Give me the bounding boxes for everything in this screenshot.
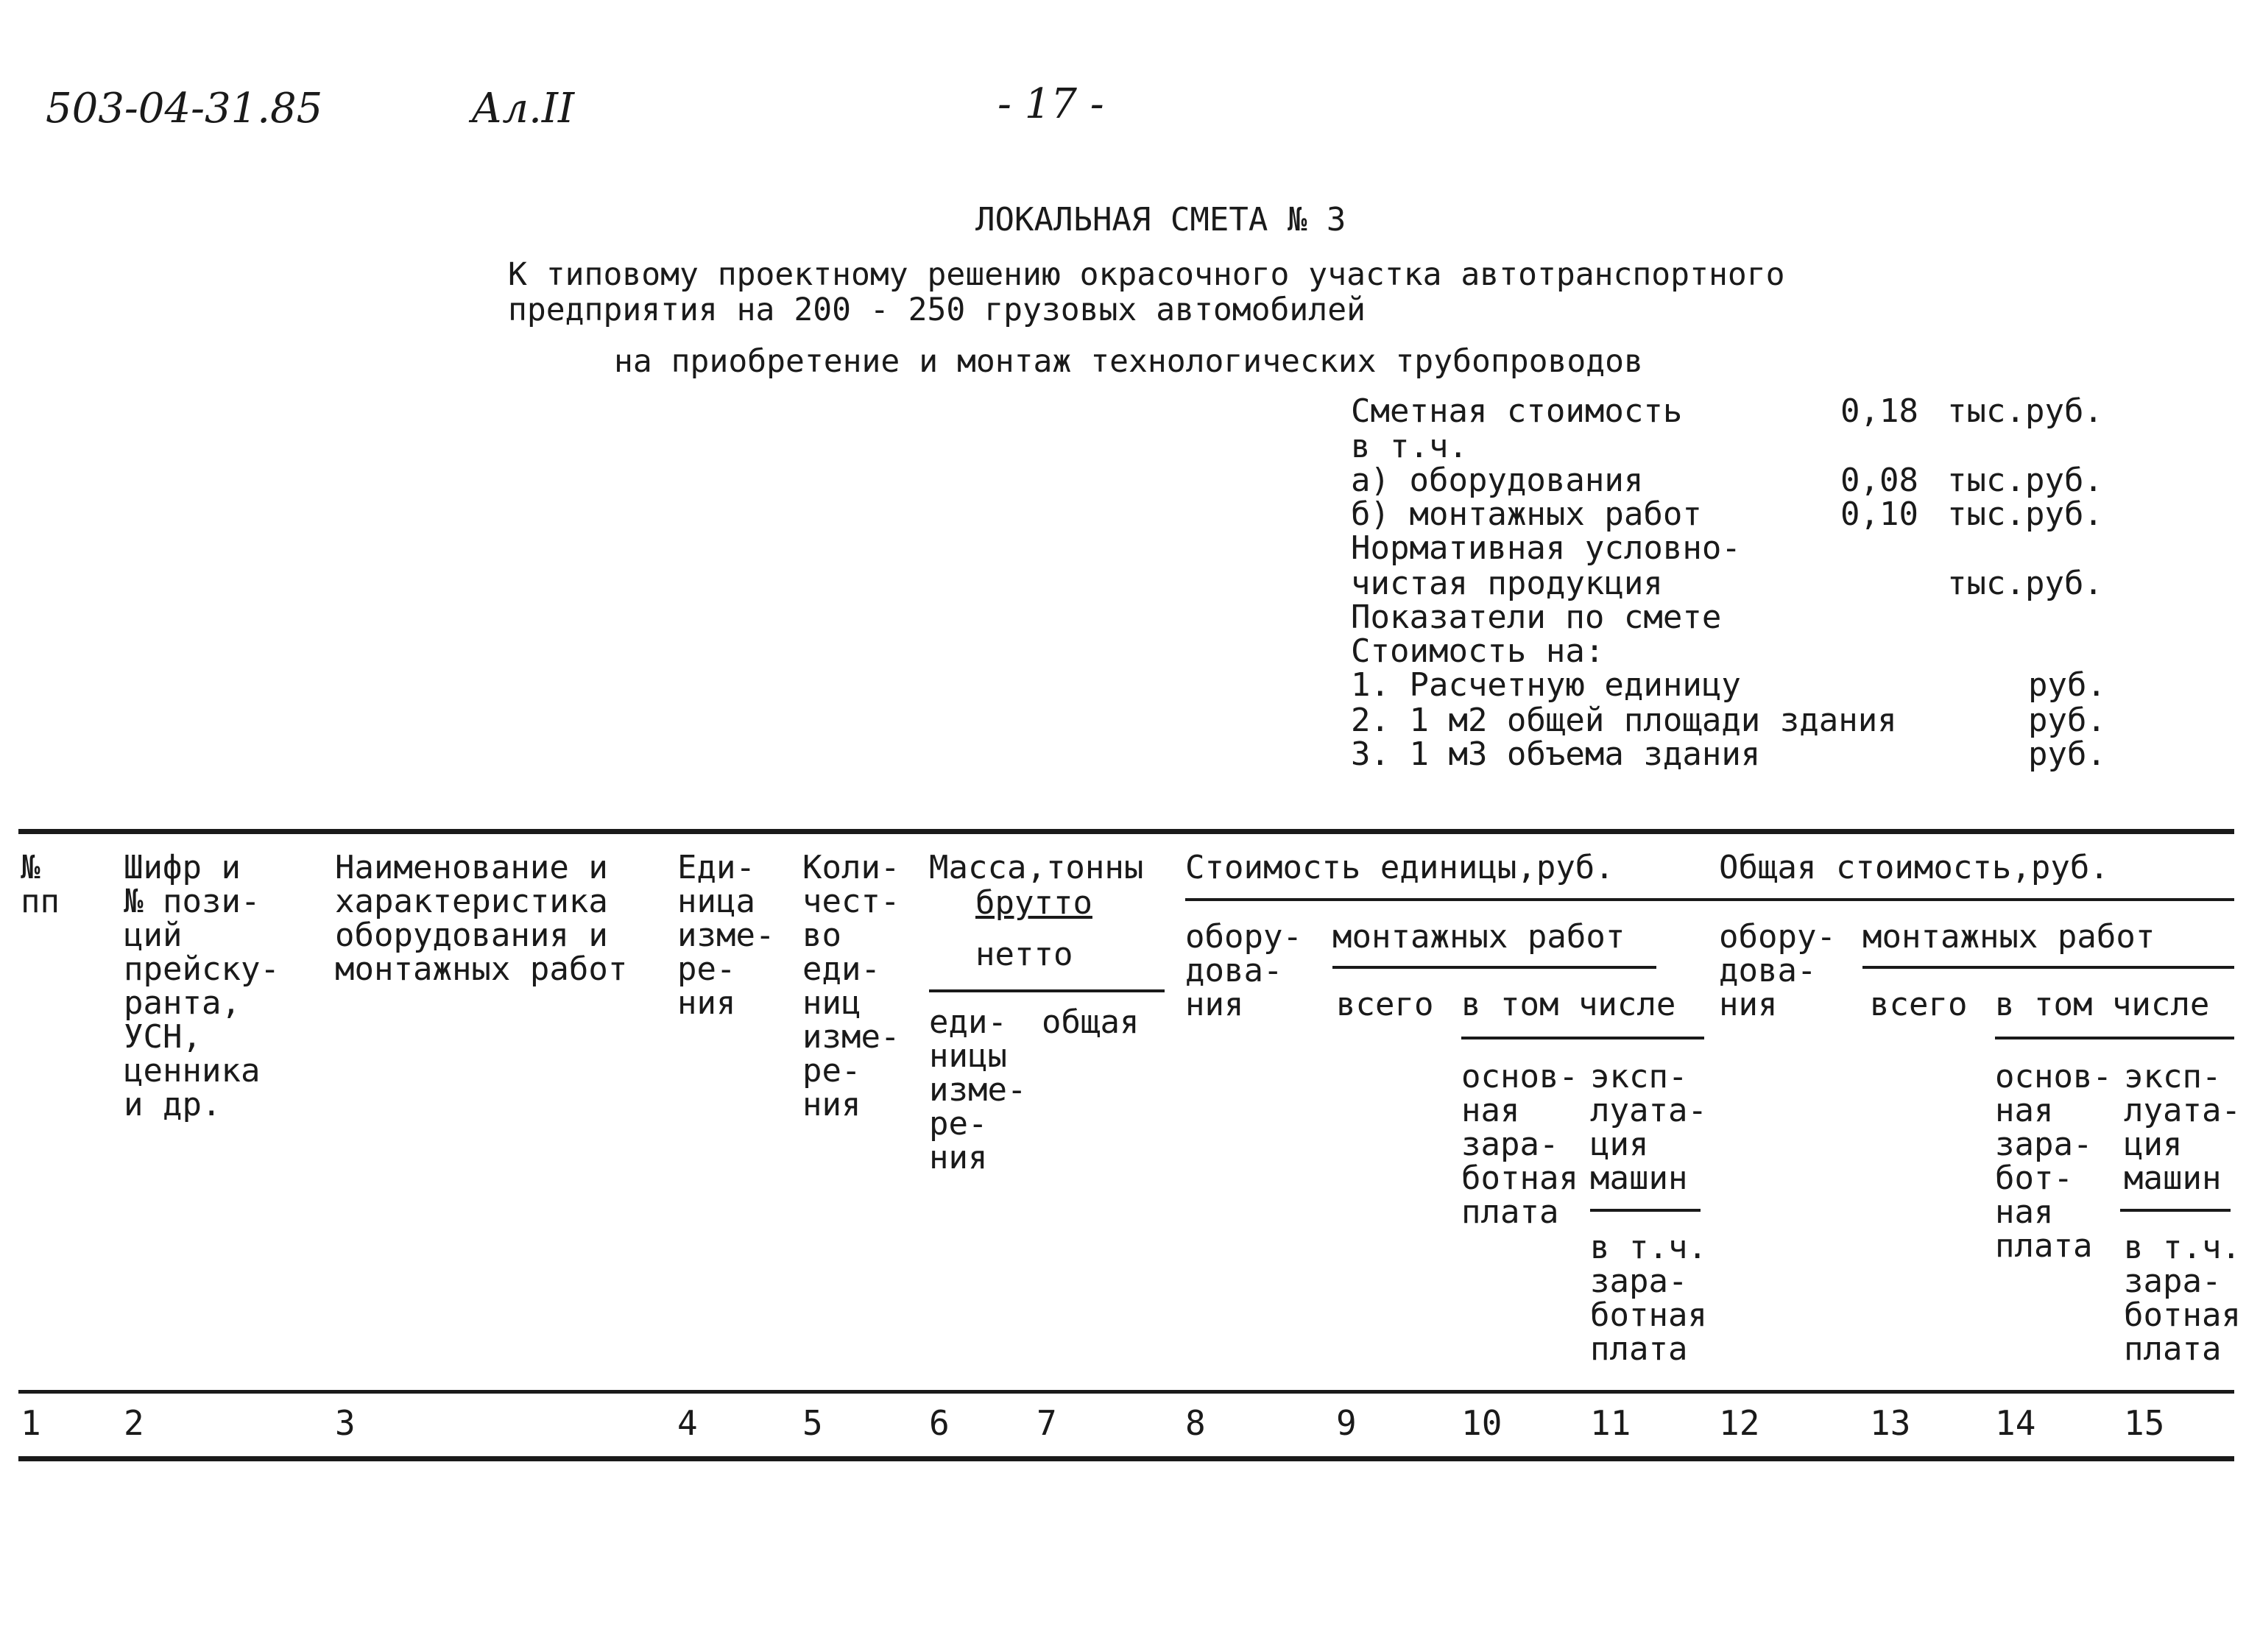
mass-per-unit-header: еди- ницы изме- ре- ния	[929, 1003, 1027, 1176]
title-line-2: предприятия на 200 - 250 грузовых автомобилей	[508, 292, 1366, 328]
column-number: 9	[1336, 1403, 1357, 1443]
equipment-cost-value: 0,08	[1840, 462, 1918, 499]
indicator-unit-item: 1. Расчетную единицу	[1351, 666, 1741, 704]
installation-cost-label: б) монтажных работ	[1351, 495, 1702, 533]
net-product-unit: тыс.руб.	[1947, 565, 2103, 602]
mass-netto-label: нетто	[975, 936, 1073, 973]
net-product-label-2: чистая продукция	[1351, 565, 1663, 602]
unit-cost-underline	[1185, 898, 2234, 901]
mass-brutto-label: брутто	[975, 884, 1092, 922]
total-equipment-header: обору- дова- ния	[1719, 918, 1836, 1023]
estimated-cost-value: 0,18	[1840, 392, 1918, 430]
mass-total-header: общая	[1042, 1003, 1140, 1041]
unit-machines-underline	[1590, 1209, 1701, 1212]
indicator-area-item: 2. 1 м2 общей площади здания	[1351, 702, 1897, 739]
total-install-underline	[1862, 966, 2234, 969]
estimate-heading: ЛОКАЛЬНАЯ СМЕТА № 3	[975, 201, 1346, 239]
indicators-label: Показатели по смете	[1351, 599, 1722, 636]
col-quantity-header: Коли- чест- во еди- ниц изме- ре- ния	[802, 849, 900, 1123]
total-wage-header: основ- ная зара- бот- ная плата	[1995, 1058, 2112, 1265]
estimated-cost-unit: тыс.руб.	[1947, 392, 2103, 430]
mass-underline	[929, 989, 1165, 992]
total-machines-wage-header: в т.ч. зара- ботная плата	[2124, 1229, 2241, 1368]
total-including-header: в том числе	[1995, 986, 2210, 1023]
unit-machines-header: эксп- луата- ция машин	[1590, 1058, 1707, 1197]
column-number: 11	[1590, 1403, 1631, 1443]
header-bottom-rule	[18, 1390, 2234, 1394]
including-label: в т.ч.	[1351, 428, 1468, 465]
title-line-1: К типовому проектному решению окрасочного участка автотранспортного	[508, 256, 1785, 293]
estimated-cost-label: Сметная стоимость	[1351, 392, 1683, 430]
indicator-area-currency: руб.	[2028, 702, 2106, 739]
column-number: 8	[1185, 1403, 1206, 1443]
numbers-bottom-rule	[18, 1456, 2234, 1461]
document-code: 503-04-31.85	[46, 85, 323, 133]
net-product-label-1: Нормативная условно-	[1351, 529, 1741, 567]
col-number-header: № пп	[21, 849, 60, 920]
column-number: 1	[21, 1403, 41, 1443]
unit-install-header: монтажных работ	[1332, 918, 1625, 956]
column-number: 7	[1037, 1403, 1057, 1443]
installation-cost-value: 0,10	[1840, 495, 1918, 533]
title-line-3: на приобретение и монтаж технологических трубопроводов	[614, 343, 1643, 380]
total-cost-header: Общая стоимость,руб.	[1719, 849, 2109, 886]
col-name-header: Наименование и характеристика оборудования и монтажных работ	[335, 849, 628, 988]
column-number: 3	[335, 1403, 356, 1443]
indicator-unit-currency: руб.	[2028, 666, 2106, 704]
col-code-header: Шифр и № пози- ций прейску- ранта, УСН, ценника и др.	[124, 849, 280, 1123]
total-install-header: монтажных работ	[1862, 918, 2155, 956]
cost-on-label: Стоимость на:	[1351, 632, 1605, 670]
column-number: 10	[1461, 1403, 1502, 1443]
column-number: 2	[124, 1403, 144, 1443]
mass-header: Масса,тонны	[929, 849, 1144, 886]
total-total-header: всего	[1870, 986, 1968, 1023]
album-number: Ал.II	[471, 85, 575, 133]
unit-cost-header: Стоимость единицы,руб.	[1185, 849, 1614, 886]
total-machines-header: эксп- луата- ция машин	[2124, 1058, 2241, 1197]
unit-equipment-header: обору- дова- ния	[1185, 918, 1302, 1023]
total-incl-underline	[1995, 1037, 2234, 1039]
unit-including-header: в том числе	[1461, 986, 1676, 1023]
table-top-rule	[18, 829, 2234, 834]
unit-total-header: всего	[1336, 986, 1434, 1023]
column-number: 6	[929, 1403, 950, 1443]
equipment-cost-unit: тыс.руб.	[1947, 462, 2103, 499]
unit-install-underline	[1332, 966, 1656, 969]
column-number: 14	[1995, 1403, 2036, 1443]
unit-incl-underline	[1461, 1037, 1704, 1039]
installation-cost-unit: тыс.руб.	[1947, 495, 2103, 533]
unit-wage-header: основ- ная зара- ботная плата	[1461, 1058, 1578, 1231]
indicator-volume-currency: руб.	[2028, 735, 2106, 773]
equipment-cost-label: а) оборудования	[1351, 462, 1644, 499]
column-number: 15	[2124, 1403, 2165, 1443]
column-number: 5	[802, 1403, 823, 1443]
column-number: 4	[677, 1403, 698, 1443]
indicator-volume-item: 3. 1 м3 объема здания	[1351, 735, 1761, 773]
page-number: - 17 -	[997, 80, 1104, 128]
column-number: 13	[1870, 1403, 1911, 1443]
column-number: 12	[1719, 1403, 1760, 1443]
unit-machines-wage-header: в т.ч. зара- ботная плата	[1590, 1229, 1707, 1368]
col-unit-header: Еди- ница изме- ре- ния	[677, 849, 775, 1022]
total-machines-underline	[2120, 1209, 2231, 1212]
